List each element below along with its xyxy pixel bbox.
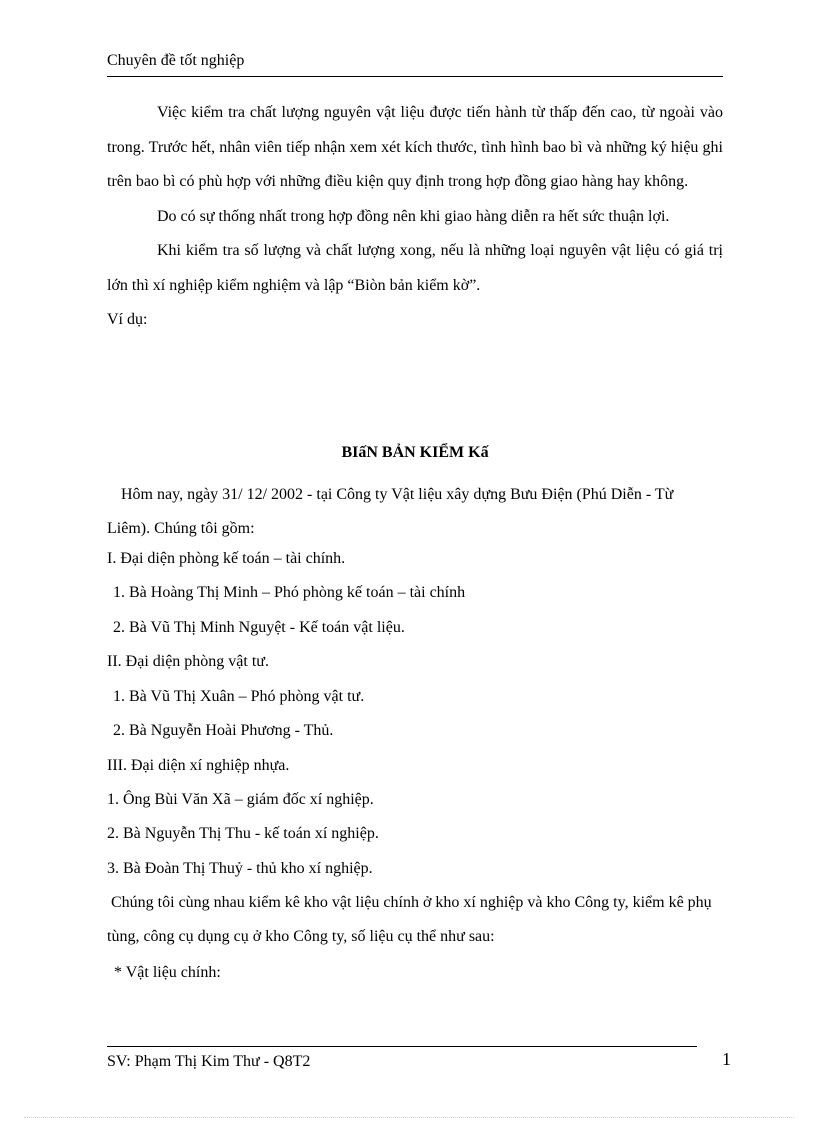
page-number: 1 xyxy=(722,1049,731,1069)
accounting-member-2: 2. Bà Vũ Thị Minh Nguyệt - Kế toán vật liệu. xyxy=(113,619,405,636)
plastics-member-3: 3. Bà Đoàn Thị Thuỷ - thủ kho xí nghiệp. xyxy=(107,860,373,877)
intro-paragraph-1: Việc kiểm tra chất lượng nguyên vật liệu được tiến hành từ thấp đến cao, từ ngoài vào trong. Trước hết, nhân viên tiếp nhận xem xét kích thước, tình hình bao bì và những ký hiệu ghi trên bao bì có phù hợp với những điều kiện quy định trong hợp đồng giao hàng hay không. xyxy=(107,104,723,190)
page-bottom-edge xyxy=(24,1117,794,1118)
section-plastics: III. Đại diện xí nghiệp nhựa. xyxy=(107,757,290,774)
supplies-member-2: 2. Bà Nguyễn Hoài Phương - Thủ. xyxy=(113,722,334,739)
plastics-member-1: 1. Ông Bùi Văn Xã – giám đốc xí nghiệp. xyxy=(107,791,374,808)
minutes-title: BIấN BẢN KIỂM Kấ xyxy=(341,444,489,461)
example-label: Ví dụ: xyxy=(107,311,148,328)
intro-paragraph-2: Do có sự thống nhất trong hợp đồng nên khi giao hàng diễn ra hết sức thuận lợi. xyxy=(157,207,670,225)
minutes-opening: Hôm nay, ngày 31/ 12/ 2002 - tại Công ty Vật liệu xây dựng Bưu Điện (Phú Diễn - Từ Liêm). Chúng tôi gồm: xyxy=(107,486,674,537)
section-accounting: I. Đại diện phòng kế toán – tài chính. xyxy=(107,550,346,567)
footer-author: SV: Phạm Thị Kim Thư - Q8T2 xyxy=(107,1053,311,1070)
intro-paragraph-3: Khi kiểm tra số lượng và chất lượng xong, nếu là những loại nguyên vật liệu có giá trị lớn thì xí nghiệp kiểm nghiệm và lập “Biòn bản kiểm kờ”. xyxy=(107,242,723,294)
page-header xyxy=(107,52,723,77)
intro-section xyxy=(107,96,723,338)
section-supplies: II. Đại diện phòng vật tư. xyxy=(107,653,269,670)
accounting-member-1: 1. Bà Hoàng Thị Minh – Phó phòng kế toán – tài chính xyxy=(113,584,466,601)
supplies-member-1: 1. Bà Vũ Thị Xuân – Phó phòng vật tư. xyxy=(113,688,365,705)
header-title: Chuyên đề tốt nghiệp xyxy=(107,52,245,69)
minutes-closing: Chúng tôi cùng nhau kiểm kê kho vật liệu chính ở kho xí nghiệp và kho Công ty, kiểm kê phụ tùng, công cụ dụng cụ ở kho Công ty, số liệu cụ thể như sau: xyxy=(107,894,712,945)
plastics-member-2: 2. Bà Nguyễn Thị Thu - kế toán xí nghiệp. xyxy=(107,825,379,842)
raw-materials-bullet: * Vật liệu chính: xyxy=(114,964,221,981)
footer-divider xyxy=(107,1046,697,1047)
